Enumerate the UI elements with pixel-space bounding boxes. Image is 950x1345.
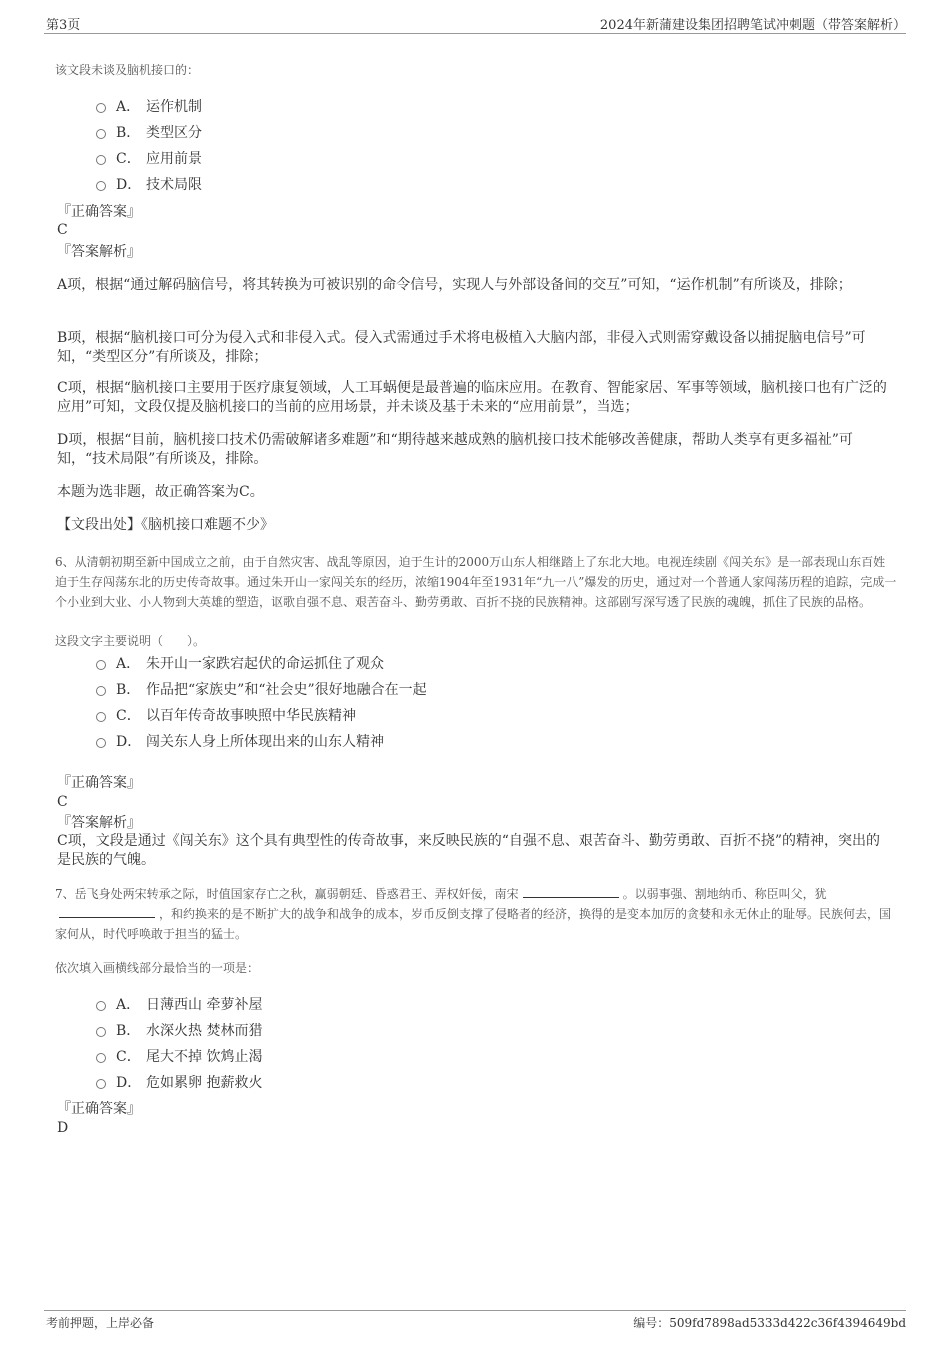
question-stem: 6、从清朝初期至新中国成立之前，由于自然灾害、战乱等原因，迫于生计的2000万山东人相继踏上了东北大地。电视连续剧《闯关东》是一部表现山东百姓迫于生存闯荡东北的历史传奇故事。通过朱开山一家闯关东的经历，浓缩1904年至1931年“九一八”爆发的历史，通过对一个普通人家闯荡历程的追踪，完成一个小业到大业、小人物到大英雄的塑造，讴歌自强不息、艰苦奋斗、勤劳勇敢、百折不挠的民族精神。这部剧写深写透了民族的魂魄，抓住了民族的品格。 xyxy=(55,555,897,609)
radio-icon[interactable] xyxy=(96,1027,106,1037)
radio-icon[interactable] xyxy=(96,181,106,191)
q5-options xyxy=(96,93,202,197)
analysis-label: 『答案解析』 xyxy=(57,815,141,831)
option-a[interactable]: A． 朱开山一家跌宕起伏的命运抓住了观众 xyxy=(96,650,427,676)
question-ask: 这段文字主要说明（ ）。 xyxy=(55,634,206,648)
radio-icon[interactable] xyxy=(96,1053,106,1063)
option-c[interactable]: C． 以百年传奇故事映照中华民族精神 xyxy=(96,702,427,728)
q7-options xyxy=(96,991,262,1095)
question-stem: 该文段未谈及脑机接口的： xyxy=(55,63,200,77)
footer-code: 编号：509fd7898ad5333d422c36f4394649bd xyxy=(633,1316,906,1330)
fill-blank-2[interactable] xyxy=(59,905,155,918)
analysis-conclusion: 本题为选非题，故正确答案为C。 xyxy=(57,484,264,500)
answer-value: C xyxy=(57,222,68,238)
option-c[interactable]: C． 应用前景 xyxy=(96,145,202,171)
radio-icon[interactable] xyxy=(96,129,106,139)
option-a[interactable]: A． 日薄西山 牵萝补屋 xyxy=(96,991,262,1017)
document-code: 509fd7898ad5333d422c36f4394649bd xyxy=(669,1316,906,1330)
analysis-paragraph-c: C项，根据“脑机接口主要用于医疗康复领域，人工耳蜗便是最普遍的临床应用。在教育、智能家居、军事等领域，脑机接口也有广泛的应用”可知，文段仅提及脑机接口的当前的应用场景，并未谈及基于未来的“应用前景”，当选； xyxy=(57,380,887,415)
option-d[interactable]: D． 技术局限 xyxy=(96,171,202,197)
answer-label: 『正确答案』 xyxy=(57,204,141,220)
answer-label: 『正确答案』 xyxy=(57,775,141,791)
radio-icon[interactable] xyxy=(96,103,106,113)
option-d[interactable]: D． 危如累卵 抱薪救火 xyxy=(96,1069,262,1095)
footer-slogan: 考前押题，上岸必备 xyxy=(46,1316,155,1330)
answer-value: D xyxy=(57,1120,69,1136)
answer-value: C xyxy=(57,794,68,810)
option-b[interactable]: B． 类型区分 xyxy=(96,119,202,145)
question-stem: 7、岳飞身处两宋转承之际，时值国家存亡之秋，赢弱朝廷、昏惑君王、弄权奸佞，南宋 。以弱事强、割地纳币、称臣叫父，犹，和约换来的是不断扩大的战争和战争的成本，岁币反倒支撑了侵略者的经济，换得的是变本加厉的贪婪和永无休止的耻辱。民族何去，国家何从，时代呼唤敢于担当的猛士。 xyxy=(55,887,892,941)
radio-icon[interactable] xyxy=(96,686,106,696)
analysis-label: 『答案解析』 xyxy=(57,244,141,260)
source-citation: 【文段出处】《脑机接口难题不少》 xyxy=(57,517,274,533)
radio-icon[interactable] xyxy=(96,660,106,670)
option-b[interactable]: B． 水深火热 焚林而猎 xyxy=(96,1017,262,1043)
analysis-paragraph-b: B项，根据“脑机接口可分为侵入式和非侵入式。侵入式需通过手术将电极植入大脑内部，非侵入式则需穿戴设备以捕捉脑电信号”可知，“类型区分”有所谈及，排除； xyxy=(57,330,866,365)
q6-options xyxy=(96,650,427,754)
analysis-paragraph-a: A项，根据“通过解码脑信号，将其转换为可被识别的命令信号，实现人与外部设备间的交互”可知，“运作机制”有所谈及，排除； xyxy=(57,277,852,293)
page-number: 第3页 xyxy=(46,18,81,33)
analysis-paragraph: C项，文段是通过《闯关东》这个具有典型性的传奇故事，来反映民族的“自强不息、艰苦奋斗、勤劳勇敢、百折不挠”的精神，突出的是民族的气魄。 xyxy=(57,833,881,868)
radio-icon[interactable] xyxy=(96,1079,106,1089)
option-c[interactable]: C． 尾大不掉 饮鸩止渴 xyxy=(96,1043,262,1069)
footer-divider xyxy=(44,1310,906,1311)
option-a[interactable]: A． 运作机制 xyxy=(96,93,202,119)
fill-blank-1[interactable] xyxy=(523,885,619,898)
radio-icon[interactable] xyxy=(96,712,106,722)
analysis-paragraph-d: D项，根据“目前，脑机接口技术仍需破解诸多难题”和“期待越来越成熟的脑机接口技术能够改善健康，帮助人类享有更多福祉”可知，“技术局限”有所谈及，排除。 xyxy=(57,432,853,467)
radio-icon[interactable] xyxy=(96,155,106,165)
question-ask: 依次填入画横线部分最恰当的一项是： xyxy=(55,961,260,975)
answer-label: 『正确答案』 xyxy=(57,1101,141,1117)
option-b[interactable]: B． 作品把“家族史”和“社会史”很好地融合在一起 xyxy=(96,676,427,702)
radio-icon[interactable] xyxy=(96,738,106,748)
header-divider xyxy=(44,33,906,34)
radio-icon[interactable] xyxy=(96,1001,106,1011)
option-d[interactable]: D． 闯关东人身上所体现出来的山东人精神 xyxy=(96,728,427,754)
document-title: 2024年新蒲建设集团招聘笔试冲刺题（带答案解析） xyxy=(599,18,906,33)
